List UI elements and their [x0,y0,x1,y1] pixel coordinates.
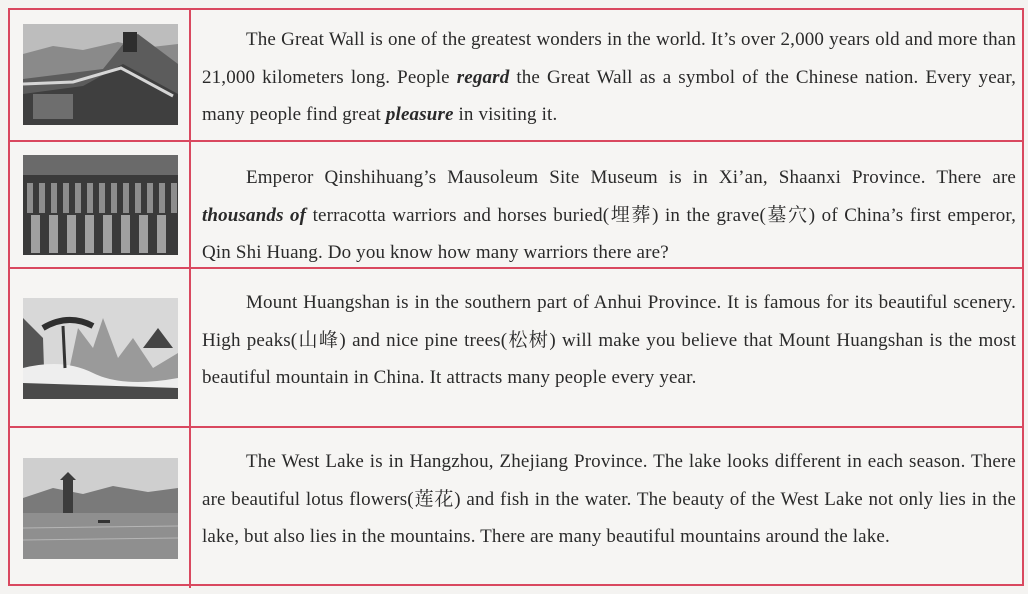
emphasized-word: pleasure [385,104,454,125]
table-row [10,269,1022,428]
table-row [10,142,1022,269]
great-wall-paragraph [202,21,1016,134]
table-row [10,10,1022,142]
terracotta-paragraph [202,159,1016,272]
image-cell [10,10,191,140]
emphasized-word: thousands of [202,204,307,226]
image-cell [10,428,191,588]
emphasized-word: regard [456,66,510,88]
paragraph-text: the Great Wall as a symbol of the Chinese nation. Every year, many people find great [202,66,1016,125]
west-lake-photo-icon [23,458,178,559]
paragraph-text: Mount Huangshan is in the southern part of Anhui Province. It is famous for its beautiful scenery. High peaks(山峰) and nice pine trees(松树) will make you believe that Mount Huangshan is the most beautiful mountain in China. It attracts many people every year. [202,292,1016,388]
image-cell [10,269,191,426]
huangshan-paragraph [202,284,1016,397]
paragraph-text: in visiting it. [453,104,558,125]
paragraph-text: The West Lake is in Hangzhou, Zhejiang Province. The lake looks different in each season. There are beautiful lotus flowers(莲花) and fish in the water. The beauty of the West Lake not only lies in the lake, but also lies in the mountains. There are many beautiful mountains around the lake. [202,451,1016,547]
passage-table [8,8,1024,586]
table-row [10,428,1022,588]
great-wall-photo-icon [23,24,178,125]
paragraph-text: The Great Wall is one of the greatest wonders in the world. It’s over 2,000 years old and more than 21,000 kilometers long. People [202,29,1016,88]
image-cell [10,142,191,267]
terracotta-warriors-photo-icon [23,155,178,255]
paragraph-text: Emperor Qinshihuang’s Mausoleum Site Museum is in Xi’an, Shaanxi Province. There are [246,167,1016,188]
west-lake-paragraph [202,443,1016,556]
mount-huangshan-photo-icon [23,298,178,399]
paragraph-text: terracotta warriors and horses buried(埋葬) in the grave(墓穴) of China’s first emperor, Qin Shi Huang. Do you know how many warriors there are? [202,204,1016,263]
